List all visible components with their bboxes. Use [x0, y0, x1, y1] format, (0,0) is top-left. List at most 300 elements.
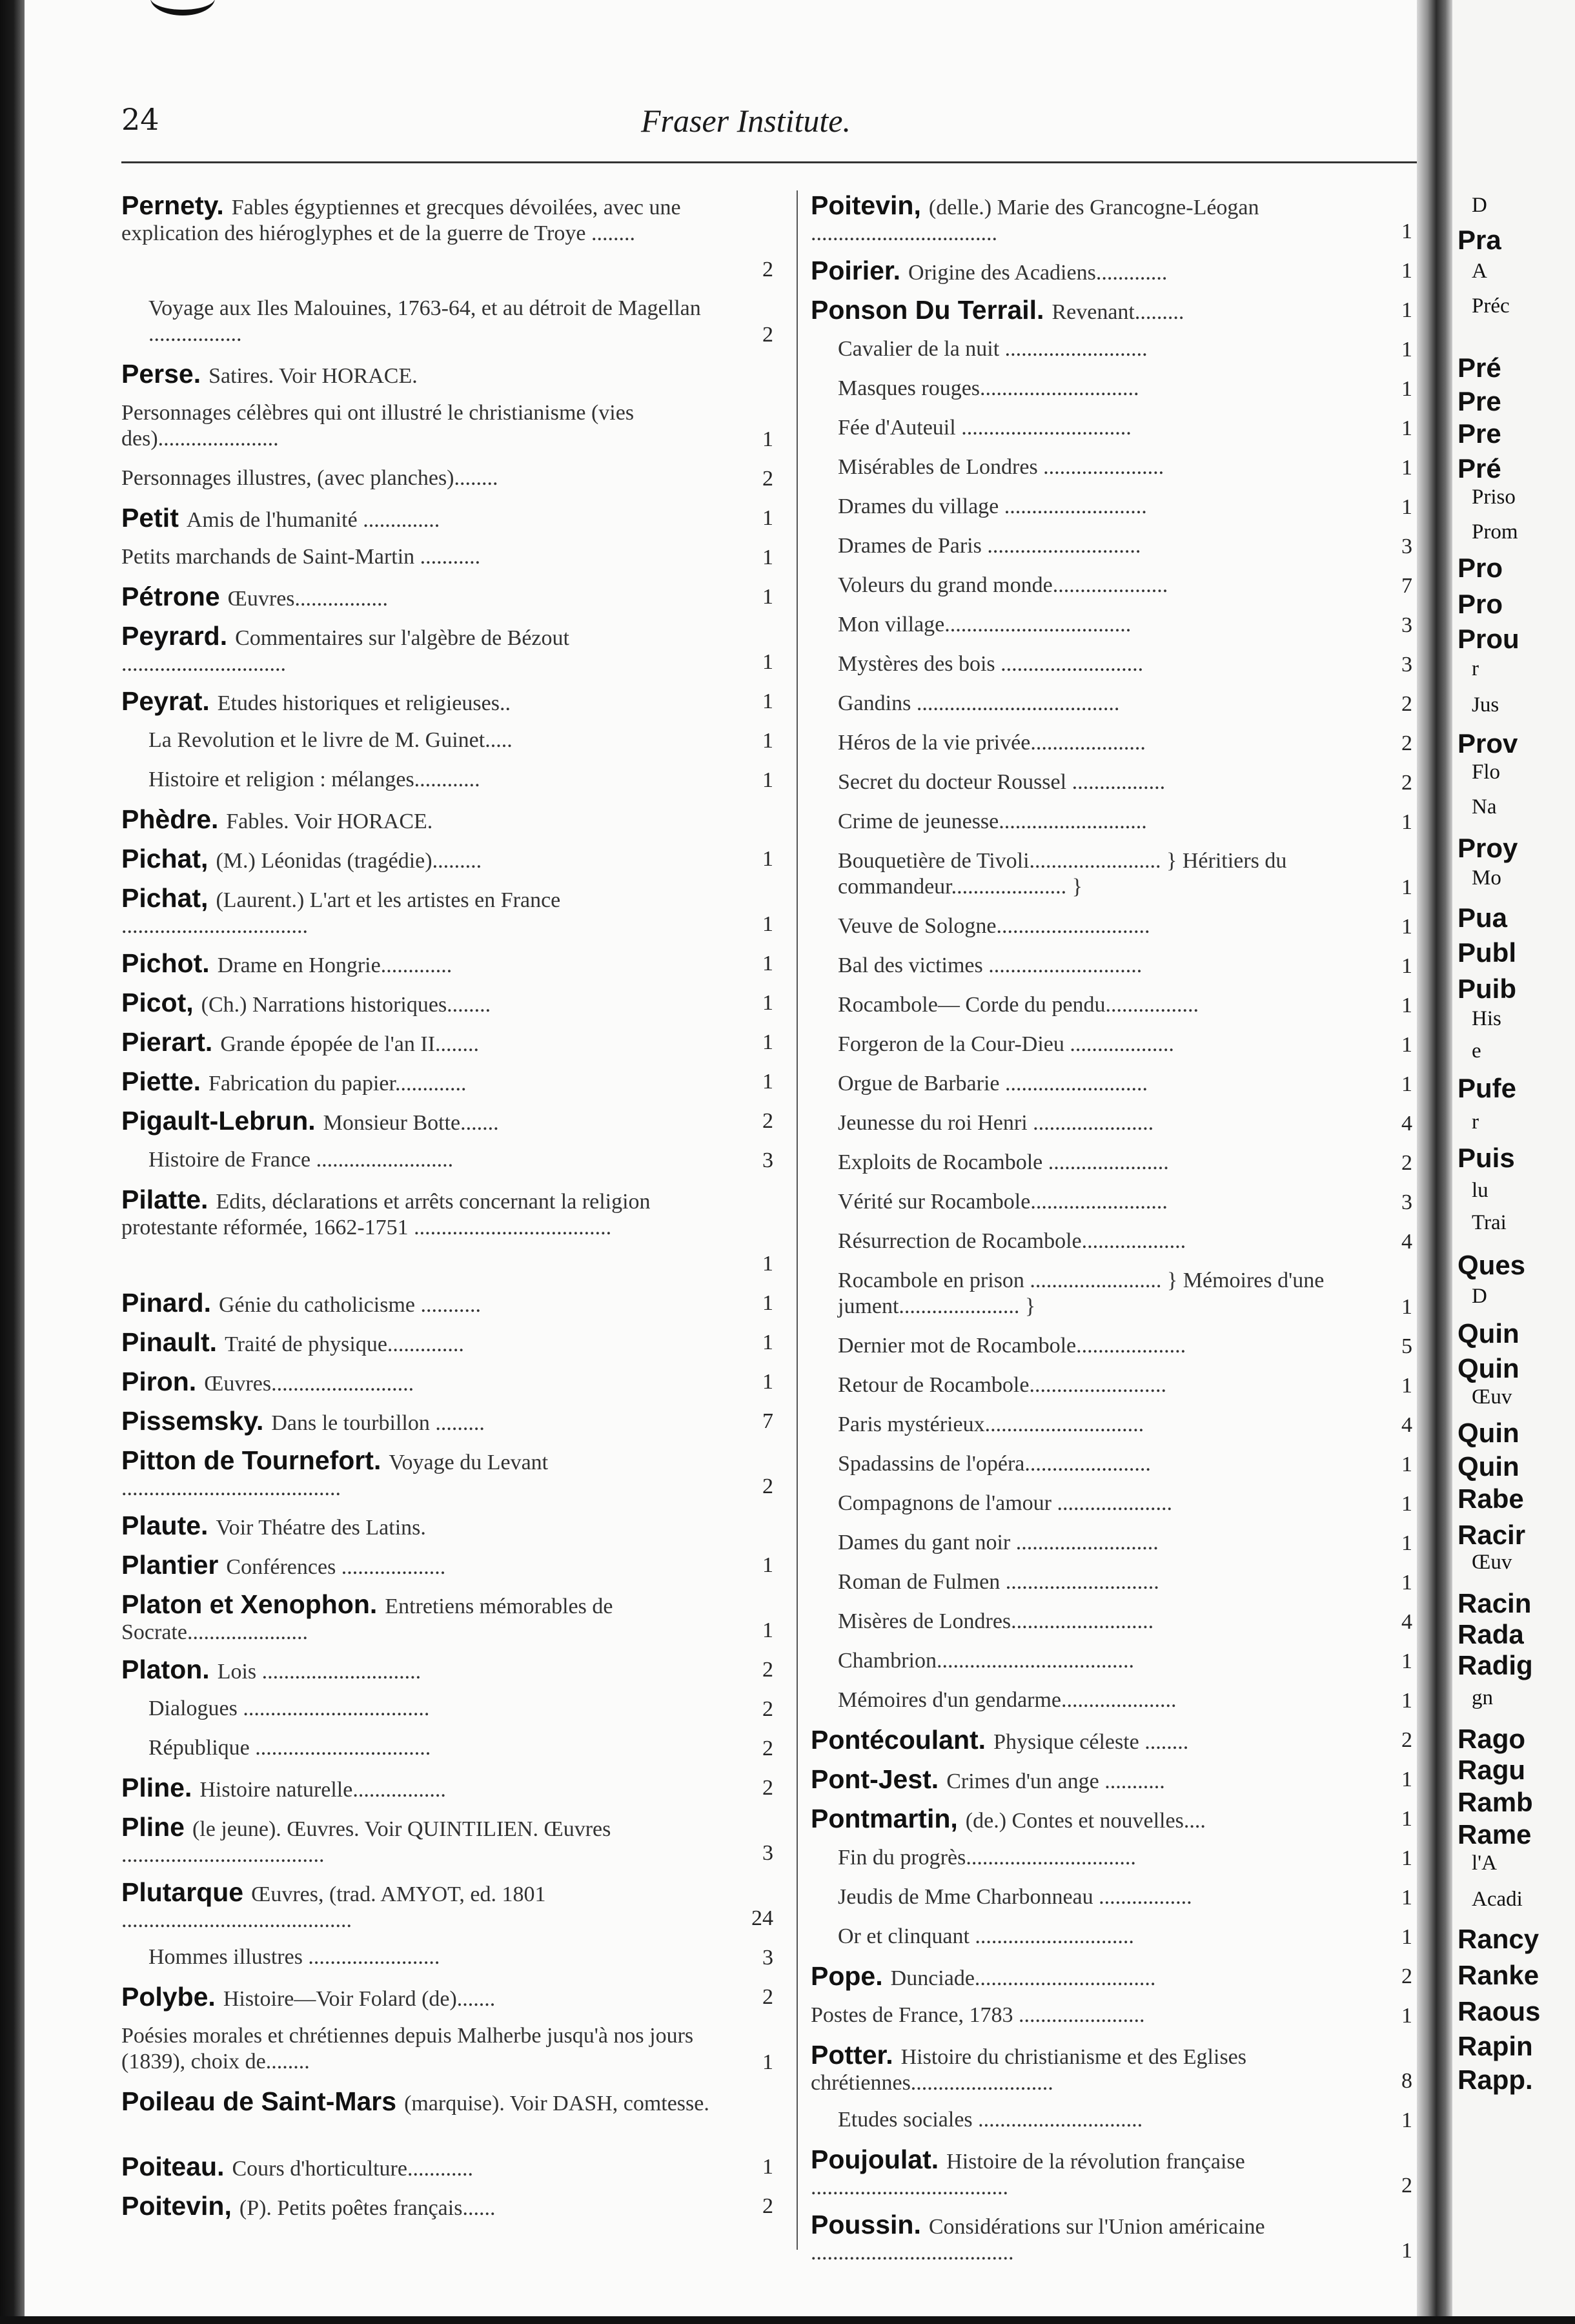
entry-text-block	[121, 1879, 735, 1933]
entry-volume-count: 4	[1401, 1230, 1412, 1254]
catalog-entry	[121, 1507, 773, 1547]
catalog-entry	[121, 1691, 773, 1730]
catalog-entry	[811, 1879, 1412, 1919]
entry-author: Pont-Jest.	[811, 1764, 939, 1794]
left-column	[121, 187, 773, 2227]
entry-title: Bouquetière de Tivoli........................ } Héritiers du commandeur..................... }	[838, 849, 1287, 899]
entry-volume-count: 1	[1401, 1531, 1412, 1555]
entry-volume-count: 5	[1401, 1334, 1412, 1358]
entry-title: Physique céleste ........	[993, 1730, 1189, 1754]
entry-author: Poujoulat.	[811, 2145, 939, 2174]
entry-title: Postes de France, 1783 .......................	[811, 2003, 1145, 2027]
catalog-entry	[121, 356, 773, 395]
entry-text-block	[121, 885, 735, 939]
entry-author: Poiteau.	[121, 2152, 225, 2181]
entry-volume-count: 1	[762, 912, 773, 936]
entry-title: Traité de physique..............	[225, 1332, 464, 1356]
entry-text-block	[121, 1369, 735, 1397]
entry-text-block	[148, 1696, 735, 1722]
catalog-entry	[811, 1682, 1412, 1722]
entry-title: Forgeron de la Cour-Dieu ...................	[838, 1032, 1174, 1056]
entry-text-block	[811, 258, 1374, 286]
catalog-entry	[811, 567, 1412, 607]
catalog-entry	[121, 722, 773, 762]
next-page-fragment: Racir	[1458, 1520, 1526, 1550]
entry-author: Pernety.	[121, 190, 224, 220]
entry-volume-count: 2	[762, 258, 773, 281]
entry-title: Héros de la vie privée.....................	[838, 731, 1146, 755]
entry-volume-count: 1	[1401, 1452, 1412, 1476]
entry-text-block	[838, 1071, 1374, 1097]
catalog-entry	[811, 1800, 1412, 1840]
entry-volume-count: 7	[1401, 574, 1412, 598]
entry-title: Misères de Londres..........................	[838, 1609, 1154, 1633]
entry-title: (Laurent.) L'art et les artistes en France ..................................	[121, 888, 561, 938]
entry-text-block	[811, 1806, 1374, 1834]
entry-volume-count: 2	[762, 1474, 773, 1498]
entry-volume-count: 1	[762, 991, 773, 1015]
next-page-fragment: Quin	[1458, 1418, 1519, 1448]
entry-volume-count: 1	[1401, 1807, 1412, 1831]
entry-title: Vérité sur Rocambole.........................	[838, 1190, 1168, 1214]
entry-title: Roman de Fulmen ............................	[838, 1570, 1159, 1594]
entry-title: Grande épopée de l'an II........	[220, 1032, 480, 1056]
next-page-fragment: r	[1472, 1110, 1479, 1134]
next-page-fragment: Rago	[1458, 1724, 1525, 1754]
catalog-entry	[121, 2188, 773, 2227]
entry-volume-count: 1	[1401, 994, 1412, 1017]
entry-author: Pichat,	[121, 844, 208, 873]
entry-title: Masques rouges.............................	[838, 376, 1139, 400]
catalog-entry	[811, 1066, 1412, 1105]
entry-text-block	[121, 2154, 735, 2182]
entry-title: Histoire de la révolution française ....................................	[811, 2150, 1245, 2199]
next-page-fragment: e	[1472, 1039, 1481, 1063]
catalog-entry	[121, 395, 773, 460]
catalog-entry	[811, 1722, 1412, 1761]
entry-volume-count: 1	[1401, 1768, 1412, 1791]
entry-volume-count: 2	[762, 1697, 773, 1721]
entry-title: Etudes sociales ..............................	[838, 2108, 1143, 2132]
catalog-entry	[121, 618, 773, 683]
entry-title: Crimes d'un ange ...........	[946, 1769, 1165, 1793]
entry-volume-count: 1	[762, 650, 773, 674]
entry-text-block	[838, 1687, 1374, 1713]
entry-text-block	[121, 950, 735, 979]
entry-title: Petits marchands de Saint-Martin ...........	[121, 545, 481, 569]
next-page-fragment: Œuv	[1472, 1385, 1512, 1409]
entry-author: Poitevin,	[121, 2191, 232, 2221]
catalog-entry	[811, 187, 1412, 252]
entry-volume-count: 1	[1401, 915, 1412, 939]
entry-author: Poitevin,	[811, 190, 921, 220]
entry-title: Fin du progrès...............................	[838, 1846, 1136, 1870]
catalog-entry	[811, 528, 1412, 567]
catalog-entry	[811, 1761, 1412, 1800]
entry-text-block	[811, 2212, 1374, 2266]
next-page-fragment: Ragu	[1458, 1755, 1525, 1785]
entry-text-block	[148, 296, 735, 347]
entry-author: Poussin.	[811, 2210, 921, 2239]
catalog-entry	[811, 1026, 1412, 1066]
entry-author: Petit	[121, 503, 179, 533]
entry-text-block	[838, 1268, 1374, 1320]
entry-volume-count: 1	[1401, 2108, 1412, 2132]
next-page-fragment: Pro	[1458, 589, 1503, 619]
entry-volume-count: 2	[1401, 1964, 1412, 1988]
entry-volume-count: 2	[762, 1109, 773, 1133]
catalog-entry	[811, 764, 1412, 804]
catalog-entry	[811, 1604, 1412, 1643]
next-page-fragment: D	[1472, 194, 1487, 217]
entry-text-block	[838, 992, 1374, 1018]
catalog-entry	[121, 683, 773, 722]
entry-volume-count: 1	[762, 1252, 773, 1276]
next-page-fragment: Préc	[1472, 294, 1510, 318]
entry-volume-count: 1	[762, 1553, 773, 1577]
catalog-entry	[811, 804, 1412, 843]
entry-title: Rocambole en prison ........................ } Mémoires d'une jument...................... }	[838, 1269, 1325, 1318]
entry-volume-count: 1	[762, 1070, 773, 1094]
entry-title: Dames du gant noir ..........................	[838, 1531, 1159, 1554]
entry-volume-count: 1	[1401, 377, 1412, 401]
entry-text-block	[121, 1775, 735, 1803]
entry-title: Dunciade.................................	[890, 1966, 1156, 1990]
entry-title: Considérations sur l'Union américaine .....................................	[811, 2215, 1265, 2265]
entry-author: Platon.	[121, 1655, 210, 1684]
next-page-fragment: Pré	[1458, 453, 1501, 484]
entry-text-block	[838, 691, 1374, 717]
entry-volume-count: 1	[1401, 219, 1412, 243]
entry-text-block	[838, 953, 1374, 979]
entry-volume-count: 1	[1401, 2004, 1412, 2028]
catalog-entry	[811, 1184, 1412, 1223]
catalog-entry	[811, 843, 1412, 908]
entry-title: Misérables de Londres ......................	[838, 455, 1164, 479]
entry-volume-count: 1	[1401, 298, 1412, 322]
catalog-entry	[121, 762, 773, 801]
entry-text-block	[838, 1609, 1374, 1635]
catalog-entry	[811, 1407, 1412, 1446]
catalog-entry	[121, 187, 773, 290]
entry-volume-count: 4	[1401, 1610, 1412, 1634]
entry-author: Pissemsky.	[121, 1406, 264, 1436]
entry-text-block	[838, 1189, 1374, 1215]
entry-volume-count: 2	[762, 1776, 773, 1800]
entry-volume-count: 24	[751, 1906, 773, 1930]
entry-title: Œuvres..........................	[204, 1372, 414, 1396]
entry-text-block	[148, 728, 735, 753]
next-page-fragment: Flo	[1472, 760, 1501, 784]
entry-volume-count: 2	[1401, 1151, 1412, 1175]
catalog-entry	[811, 1446, 1412, 1485]
entry-text-block	[838, 1032, 1374, 1057]
entry-text-block	[811, 2003, 1374, 2028]
entry-title: Chambrion....................................	[838, 1649, 1134, 1673]
entry-volume-count: 4	[1401, 1112, 1412, 1136]
entry-title: Edits, déclarations et arrêts concernant la religion protestante réformée, 1662-1751 ....................................	[121, 1190, 651, 1239]
next-page-fragment: Radig	[1458, 1650, 1533, 1680]
entry-title: Histoire du christianisme et des Eglises chrétiennes..........................	[811, 2045, 1246, 2095]
next-page-fragment: Ramb	[1458, 1787, 1533, 1817]
ink-mark	[150, 0, 221, 18]
next-page-edge	[1452, 0, 1575, 2316]
next-page-fragment: Pre	[1458, 386, 1501, 416]
entry-text-block	[838, 494, 1374, 520]
entry-volume-count: 2	[1401, 771, 1412, 795]
next-page-fragment: l'A	[1472, 1851, 1497, 1875]
next-page-fragment: Puib	[1458, 973, 1516, 1004]
next-page-fragment: lu	[1472, 1179, 1489, 1202]
catalog-entry	[121, 2148, 773, 2188]
right-column	[811, 187, 1412, 2272]
catalog-entry	[811, 2141, 1412, 2207]
entry-volume-count: 1	[1401, 875, 1412, 899]
entry-volume-count: 1	[1401, 810, 1412, 834]
catalog-entry	[811, 1840, 1412, 1879]
column-divider	[797, 190, 798, 2250]
entry-volume-count: 1	[1401, 495, 1412, 519]
entry-text-block	[121, 465, 735, 491]
entry-text-block	[838, 376, 1374, 402]
entry-volume-count: 1	[1401, 1689, 1412, 1713]
catalog-entry	[121, 1809, 773, 1874]
entry-title: Fables. Voir HORACE.	[226, 810, 433, 833]
entry-author: Pilatte.	[121, 1185, 208, 1214]
entry-author: Polybe.	[121, 1982, 216, 2012]
next-page-fragment: Rame	[1458, 1819, 1532, 1850]
catalog-entry	[121, 1285, 773, 1324]
entry-text-block	[838, 913, 1374, 939]
entry-text-block	[121, 623, 735, 677]
catalog-entry	[121, 984, 773, 1024]
entry-title: Veuve de Sologne............................	[838, 914, 1150, 938]
entry-volume-count: 1	[762, 2050, 773, 2074]
entry-text-block	[121, 688, 735, 717]
entry-title: Mystères des bois ..........................	[838, 652, 1144, 676]
entry-volume-count: 2	[762, 1737, 773, 1760]
entry-author: Poirier.	[811, 256, 901, 285]
catalog-entry	[121, 1181, 773, 1285]
entry-text-block	[838, 1412, 1374, 1438]
entry-title: Bal des victimes ............................	[838, 953, 1143, 977]
next-page-fragment: r	[1472, 657, 1479, 680]
catalog-entry	[121, 1442, 773, 1507]
catalog-entry	[811, 1997, 1412, 2037]
entry-title: Satires. Voir HORACE.	[208, 364, 418, 388]
entry-volume-count: 1	[762, 847, 773, 871]
entry-title: Histoire de France .........................	[148, 1148, 454, 1172]
entry-volume-count: 3	[1401, 1190, 1412, 1214]
entry-author: Platon et Xenophon.	[121, 1589, 378, 1619]
next-page-fragment: Pre	[1458, 418, 1501, 449]
entry-title: Voir Théatre des Latins.	[216, 1516, 426, 1540]
entry-title: Personnages célèbres qui ont illustré le christianisme (vies des)......................	[121, 401, 635, 451]
entry-title: La Revolution et le livre de M. Guinet.....	[148, 728, 513, 752]
entry-title: Résurrection de Rocambole...................	[838, 1229, 1186, 1253]
next-page-fragment: gn	[1472, 1686, 1493, 1709]
entry-title: Commentaires sur l'algèbre de Bézout ..............................	[121, 626, 569, 676]
next-page-fragment: Quin	[1458, 1451, 1519, 1482]
entry-text-block	[121, 806, 735, 835]
entry-author: Pline.	[121, 1773, 192, 1802]
entry-volume-count: 1	[762, 2155, 773, 2179]
entry-volume-count: 4	[1401, 1413, 1412, 1437]
catalog-entry	[811, 2037, 1412, 2102]
entry-title: Œuvres, (trad. AMYOT, ed. 1801 ..........................................	[121, 1882, 546, 1932]
entry-text-block	[121, 1108, 735, 1136]
entry-volume-count: 3	[1401, 535, 1412, 558]
entry-text-block	[148, 767, 735, 793]
entry-text-block	[838, 651, 1374, 677]
entry-text-block	[838, 1491, 1374, 1516]
entry-text-block	[121, 2088, 735, 2117]
catalog-entry	[121, 2083, 773, 2148]
next-page-fragment: Prou	[1458, 624, 1519, 654]
entry-text-block	[838, 336, 1374, 362]
entry-text-block	[121, 1984, 735, 2012]
entry-title: Compagnons de l'amour .....................	[838, 1491, 1172, 1515]
entry-author: Pinault.	[121, 1327, 218, 1357]
next-page-fragment: Racin	[1458, 1588, 1532, 1618]
entry-title: Génie du catholicisme ...........	[218, 1293, 481, 1317]
entry-author: Ponson Du Terrail.	[811, 295, 1044, 325]
entry-volume-count: 1	[1401, 1846, 1412, 1870]
entry-text-block	[121, 1029, 735, 1057]
next-page-fragment: D	[1472, 1285, 1487, 1308]
catalog-entry	[811, 1367, 1412, 1407]
entry-author: Pichat,	[121, 883, 208, 913]
entry-author: Pinard.	[121, 1288, 211, 1318]
entry-title: Retour de Rocambole.........................	[838, 1373, 1166, 1397]
entry-title: Histoire—Voir Folard (de).......	[223, 1987, 496, 2011]
entry-text-block	[121, 400, 735, 452]
entry-title: (delle.) Marie des Grancogne-Léogan ..................................	[811, 196, 1259, 245]
catalog-entry	[811, 908, 1412, 948]
catalog-entry	[121, 1363, 773, 1403]
next-page-fragment: Ranke	[1458, 1960, 1539, 1990]
entry-text-block	[838, 612, 1374, 638]
entry-volume-count: 1	[762, 545, 773, 569]
entry-title: Histoire naturelle.................	[199, 1778, 446, 1802]
entry-title: République ................................	[148, 1736, 431, 1760]
entry-title: Lois .............................	[217, 1660, 422, 1684]
catalog-entry	[121, 841, 773, 880]
next-page-fragment: Publ	[1458, 937, 1516, 968]
entry-text-block	[148, 1735, 735, 1761]
catalog-entry	[811, 607, 1412, 646]
entry-title: Histoire et religion : mélanges............	[148, 768, 480, 791]
entry-volume-count: 2	[1401, 731, 1412, 755]
entry-title: (de.) Contes et nouvelles....	[965, 1809, 1206, 1833]
next-page-fragment: Ques	[1458, 1250, 1526, 1280]
catalog-entry	[121, 1547, 773, 1586]
entry-text-block	[811, 1963, 1374, 1992]
catalog-entry	[121, 1403, 773, 1442]
catalog-entry	[811, 1328, 1412, 1367]
next-page-fragment: Rabe	[1458, 1483, 1524, 1514]
entry-title: Cavalier de la nuit ..........................	[838, 337, 1148, 361]
entry-volume-count: 1	[1401, 259, 1412, 283]
entry-author: Poileau de Saint-Mars	[121, 2086, 397, 2116]
entry-volume-count: 1	[1401, 1374, 1412, 1398]
entry-volume-count: 2	[1401, 1728, 1412, 1752]
entry-volume-count: 1	[1401, 1649, 1412, 1673]
scan-left-edge	[0, 0, 25, 2324]
entry-text-block	[838, 1569, 1374, 1595]
next-page-fragment: Proy	[1458, 833, 1518, 863]
catalog-entry	[811, 2102, 1412, 2141]
entry-title: Drames de Paris ............................	[838, 534, 1141, 558]
entry-text-block	[121, 192, 735, 247]
entry-title: (le jeune). Œuvres. Voir QUINTILIEN. Œuvres .....................................	[121, 1817, 611, 1867]
entry-title: Voleurs du grand monde.....................	[838, 573, 1168, 597]
entry-text-block	[121, 1591, 735, 1646]
entry-title: Jeudis de Mme Charbonneau .................	[838, 1885, 1192, 1909]
entry-title: Secret du docteur Roussel .................	[838, 770, 1166, 794]
entry-volume-count: 1	[1401, 1925, 1412, 1949]
entry-volume-count: 1	[1401, 338, 1412, 362]
entry-text-block	[121, 1187, 735, 1241]
next-page-fragment: Œuv	[1472, 1551, 1512, 1574]
entry-title: (P). Petits poêtes français......	[239, 2196, 496, 2220]
entry-volume-count: 1	[1401, 2239, 1412, 2263]
entry-title: Mon village..................................	[838, 613, 1132, 637]
catalog-entry	[121, 1586, 773, 1651]
entry-title: Voyage aux Iles Malouines, 1763-64, et au détroit de Magellan .................	[148, 296, 701, 346]
catalog-entry	[121, 880, 773, 945]
entry-text-block	[838, 1150, 1374, 1176]
catalog-entry	[811, 646, 1412, 686]
entry-author: Pontmartin,	[811, 1804, 958, 1833]
entry-author: Pétrone	[121, 582, 220, 611]
entry-author: Pline	[121, 1812, 185, 1842]
next-page-fragment: Puis	[1458, 1143, 1515, 1173]
entry-volume-count: 2	[1401, 692, 1412, 716]
catalog-entry	[811, 987, 1412, 1026]
catalog-entry	[811, 1564, 1412, 1604]
entry-text-block	[838, 809, 1374, 835]
catalog-entry	[811, 252, 1412, 292]
entry-author: Pitton de Tournefort.	[121, 1445, 381, 1475]
catalog-entry	[811, 292, 1412, 331]
entry-title: Or et clinquant .............................	[838, 1924, 1134, 1948]
entry-title: Hommes illustres ........................	[148, 1945, 440, 1969]
entry-author: Piette.	[121, 1066, 201, 1096]
entry-volume-count: 2	[762, 2194, 773, 2218]
entry-title: Jeunesse du roi Henri ......................	[838, 1111, 1154, 1135]
catalog-entry	[121, 1063, 773, 1103]
entry-title: Fabrication du papier.............	[208, 1072, 467, 1096]
next-page-fragment: Pufe	[1458, 1073, 1517, 1103]
catalog-entry	[121, 1651, 773, 1691]
catalog-entry	[811, 1643, 1412, 1682]
entry-volume-count: 2	[1401, 2174, 1412, 2197]
entry-text-block	[148, 1944, 735, 1970]
catalog-entry	[811, 1223, 1412, 1263]
entry-text-block	[811, 2042, 1374, 2096]
entry-text-block	[838, 1110, 1374, 1136]
entry-title: (M.) Léonidas (tragédie).........	[216, 849, 482, 873]
catalog-entry	[811, 410, 1412, 449]
entry-volume-count: 2	[762, 323, 773, 347]
entry-author: Peyrard.	[121, 621, 228, 651]
entry-title: Dans le tourbillon .........	[271, 1411, 485, 1435]
entry-title: Mémoires d'un gendarme.....................	[838, 1688, 1177, 1712]
catalog-entry	[121, 1142, 773, 1181]
catalog-entry	[121, 460, 773, 500]
catalog-entry	[121, 1979, 773, 2018]
